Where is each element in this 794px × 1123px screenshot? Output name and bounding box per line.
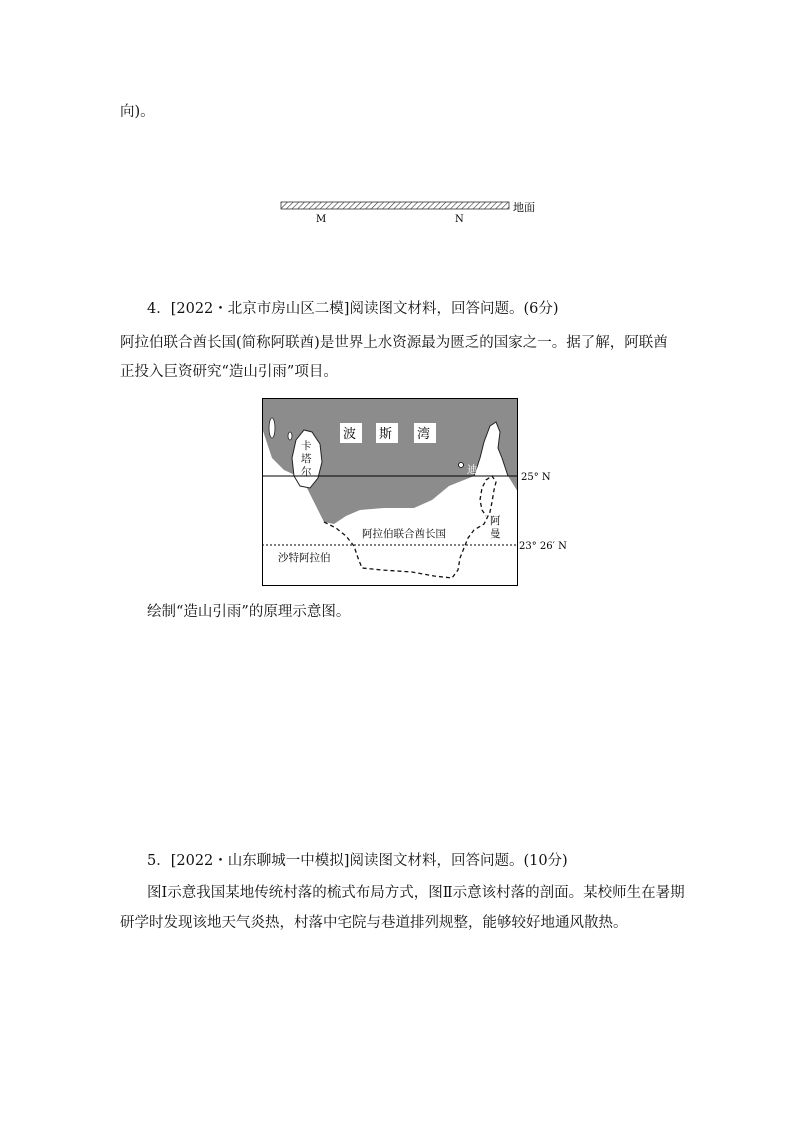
oman-label-char-1: 阿 <box>490 515 501 527</box>
dubai-label: 迪拜 <box>467 464 488 476</box>
lat-tropic-label: 23° 26′ N <box>519 541 567 552</box>
island <box>288 432 292 440</box>
saudi-label: 沙特阿拉伯 <box>278 552 331 564</box>
q4-paragraph-line1: 阿拉伯联合酋长国(简称阿联酋)是世界上水资源最为匮乏的国家之一。据了解，阿联酋 <box>120 335 668 351</box>
dubai-marker <box>459 463 464 468</box>
island <box>269 418 275 438</box>
ground-surface-hatch <box>281 202 509 209</box>
ground-label: 地面 <box>513 201 535 214</box>
q5-paragraph-line2: 研学时发现该地天气炎热，村落中宅院与巷道排列规整，能够较好地通风散热。 <box>120 915 628 931</box>
continued-text-fragment: 向)。 <box>120 104 155 120</box>
gulf-label-char-2: 斯 <box>379 427 393 442</box>
q5-header: 5．[2022・山东聊城一中模拟]阅读图文材料，回答问题。(10分) <box>147 853 568 869</box>
q4-header: 4．[2022・北京市房山区二模]阅读图文材料，回答问题。(6分) <box>147 301 559 317</box>
qatar-label-char-1: 卡 <box>301 440 312 452</box>
uae-label: 阿拉伯联合酋长国 <box>362 528 446 540</box>
point-n-label: N <box>455 214 464 225</box>
gulf-label-char-3: 湾 <box>417 427 431 442</box>
persian-gulf-map <box>262 398 582 588</box>
qatar-label-char-2: 塔 <box>301 453 312 465</box>
ground-diagram <box>0 195 794 255</box>
gulf-label-char-1: 波 <box>343 427 357 442</box>
gulf-of-oman-sea <box>508 476 518 492</box>
q4-task: 绘制“造山引雨”的原理示意图。 <box>147 604 351 620</box>
q4-paragraph-line2: 正投入巨资研究“造山引雨”项目。 <box>120 364 338 380</box>
q5-paragraph-line1: 图Ⅰ示意我国某地传统村落的梳式布局方式，图Ⅱ示意该村落的剖面。某校师生在暑期 <box>147 885 685 901</box>
point-m-label: M <box>316 214 327 225</box>
lat-25n-label: 25° N <box>521 472 551 483</box>
qatar-label-char-3: 尔 <box>301 466 312 478</box>
oman-label-char-2: 曼 <box>490 528 501 540</box>
